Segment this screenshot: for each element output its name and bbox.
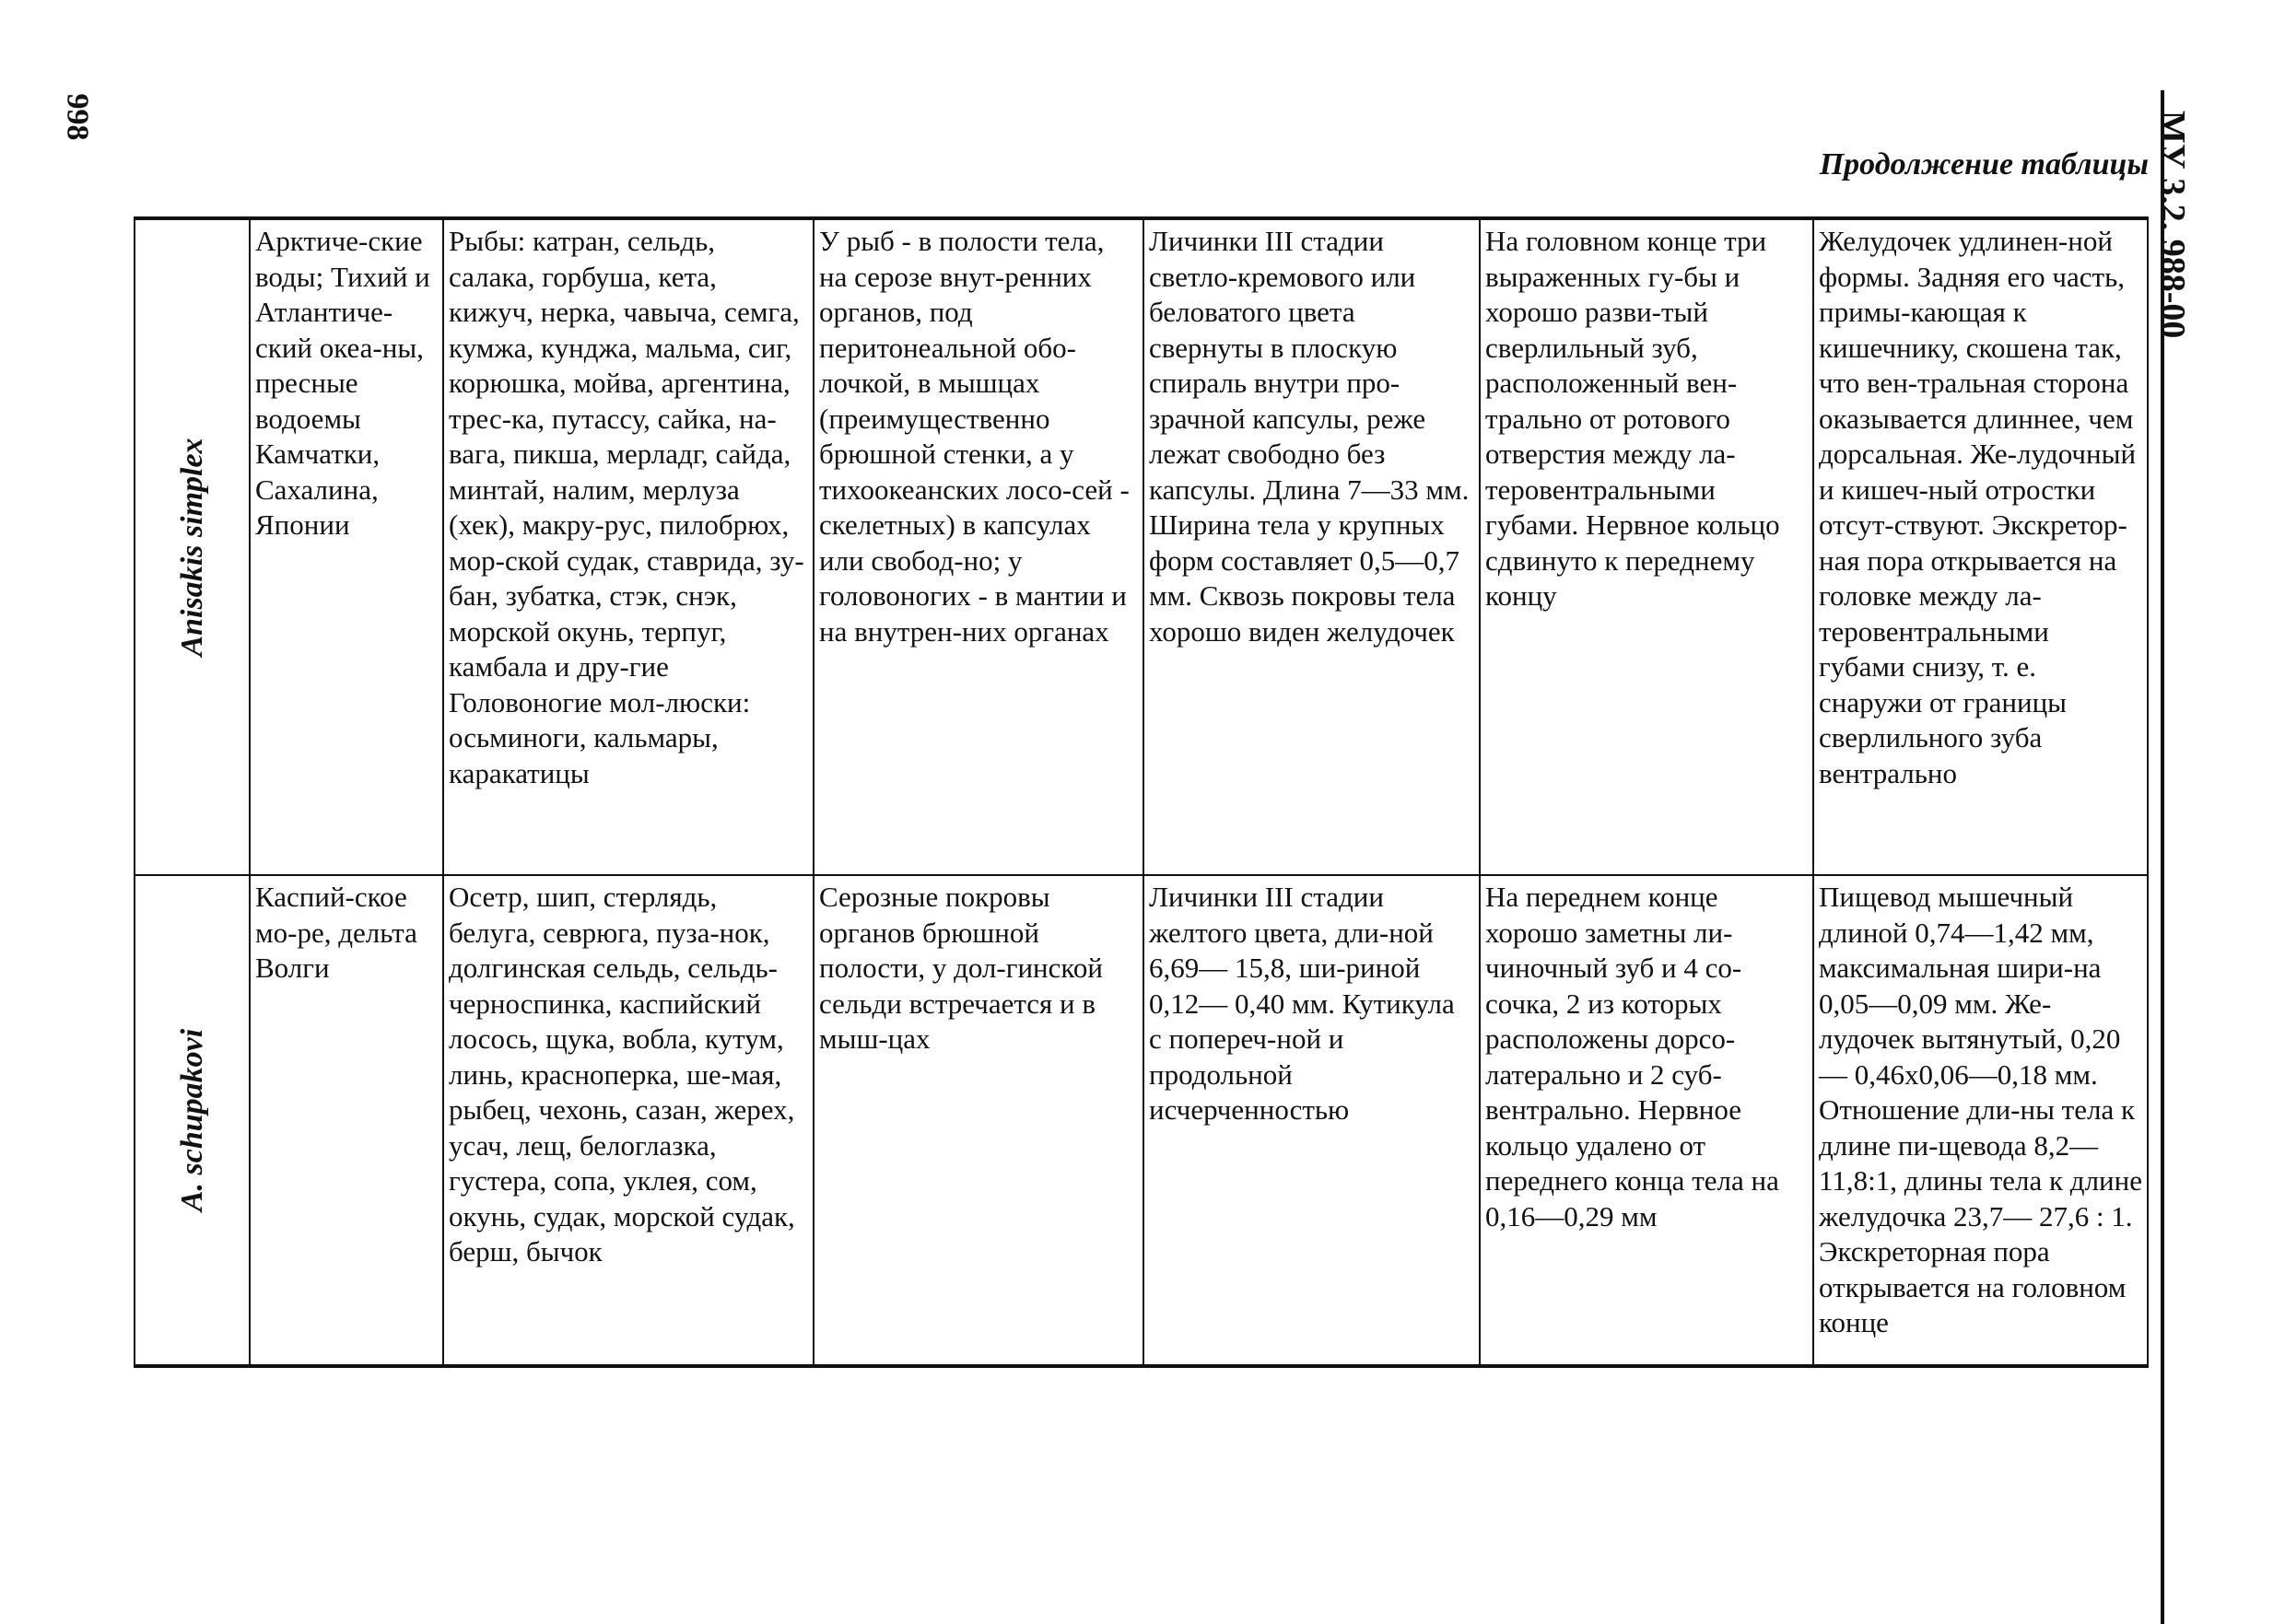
range-cell: Арктиче-ские воды; Тихий и Атлантиче-ский океа-ны, пресные водоемы Камчатки, Сахалина, Японии bbox=[250, 218, 443, 875]
features-cell: Желудочек удлинен-ной формы. Задняя его часть, примы-кающая к кишечнику, скошена так, что вен-тральная сторона оказывается длиннее, чем дорсальная. Же-лудочный и кишеч-ный отростки отсут-ствуют. Экскретор-ная пора открывается на головке между ла-теровентральными губами снизу, т. е. снаружи от границы сверлильного зуба вентрально bbox=[1813, 218, 2148, 875]
larva-cell: Личинки III стадии желтого цвета, дли-ной 6,69— 15,8, ши-риной 0,12— 0,40 мм. Кутикула с попереч-ной и продольной исчерченностью bbox=[1143, 875, 1480, 1366]
hosts-cell: Рыбы: катран, сельдь, салака, горбуша, кета, кижуч, нерка, чавыча, семга, кумжа, кунджа, мальма, сиг, корюшка, мойва, аргентина, трес-ка, путассу, сайка, на-вага, пикша, мерладг, сайда, минтай, налим, мерлуза (хек), макру-рус, пилобрюх, мор-ской судак, ставрида, зу-бан, зубатка, стэк, снэк, морской окунь, терпуг, камбала и дру-гие Головоногие мол-люски: осьминоги, кальмары, каракатицы bbox=[443, 218, 814, 875]
page-number: 998 bbox=[60, 93, 95, 141]
species-cell bbox=[135, 875, 250, 1366]
species-name: Anisakis simplex bbox=[174, 438, 209, 657]
table-row bbox=[135, 218, 2148, 875]
features-cell: Пищевод мышечный длиной 0,74—1,42 мм, максимальная шири-на 0,05—0,09 мм. Же-лудочек вытянутый, 0,20— 0,46х0,06—0,18 мм. Отношение дли-ны тела к длине пи-щевода 8,2—11,8:1, длины тела к длине желудочка 23,7— 27,6 : 1. Экскреторная пора открывается на головном конце bbox=[1813, 875, 2148, 1366]
species-name: A. schupakovi bbox=[174, 1028, 209, 1212]
parasite-table bbox=[134, 216, 2149, 1368]
table-row bbox=[135, 875, 2148, 1366]
localization-cell: Серозные покровы органов брюшной полости, у дол-гинской сельди встречается и в мыш-цах bbox=[814, 875, 1143, 1366]
species-cell bbox=[135, 218, 250, 875]
head-cell: На переднем конце хорошо заметны ли-чиночный зуб и 4 со-сочка, 2 из которых расположены дорсо-латерально и 2 суб-вентрально. Нервное кольцо удалено от переднего конца тела на 0,16—0,29 мм bbox=[1480, 875, 1813, 1366]
range-cell: Каспий-ское мо-ре, дельта Волги bbox=[250, 875, 443, 1366]
table-continuation-label: Продолжение таблицы bbox=[1819, 147, 2149, 181]
hosts-cell: Осетр, шип, стерлядь, белуга, севрюга, пуза-нок, долгинская сельдь, сельдь-черноспинка, каспийский лосось, щука, вобла, кутум, линь, красноперка, ше-мая, рыбец, чехонь, сазан, жерех, усач, лещ, белоглазка, густера, сопа, уклея, сом, окунь, судак, морской судак, берш, бычок bbox=[443, 875, 814, 1366]
localization-cell: У рыб - в полости тела, на серозе внут-ренних органов, под перитонеальной обо-лочкой, в мышцах (преимущественно брюшной стенки, а у тихоокеанских лосо-сей - скелетных) в капсулах или свобод-но; у головоногих - в мантии и на внутрен-них органах bbox=[814, 218, 1143, 875]
larva-cell: Личинки III стадии светло-кремового или беловатого цвета свернуты в плоскую спираль внутри про-зрачной капсулы, реже лежат свободно без капсулы. Длина 7—33 мм. Ширина тела у крупных форм составляет 0,5—0,7 мм. Сквозь покровы тела хорошо виден желудочек bbox=[1143, 218, 1480, 875]
head-cell: На головном конце три выраженных гу-бы и хорошо разви-тый сверлильный зуб, расположенный вен-трально от ротового отверстия между ла-теровентральными губами. Нервное кольцо сдвинуто к переднему концу bbox=[1480, 218, 1813, 875]
document-code: МУ 3.2. 988-00 bbox=[2153, 111, 2192, 339]
